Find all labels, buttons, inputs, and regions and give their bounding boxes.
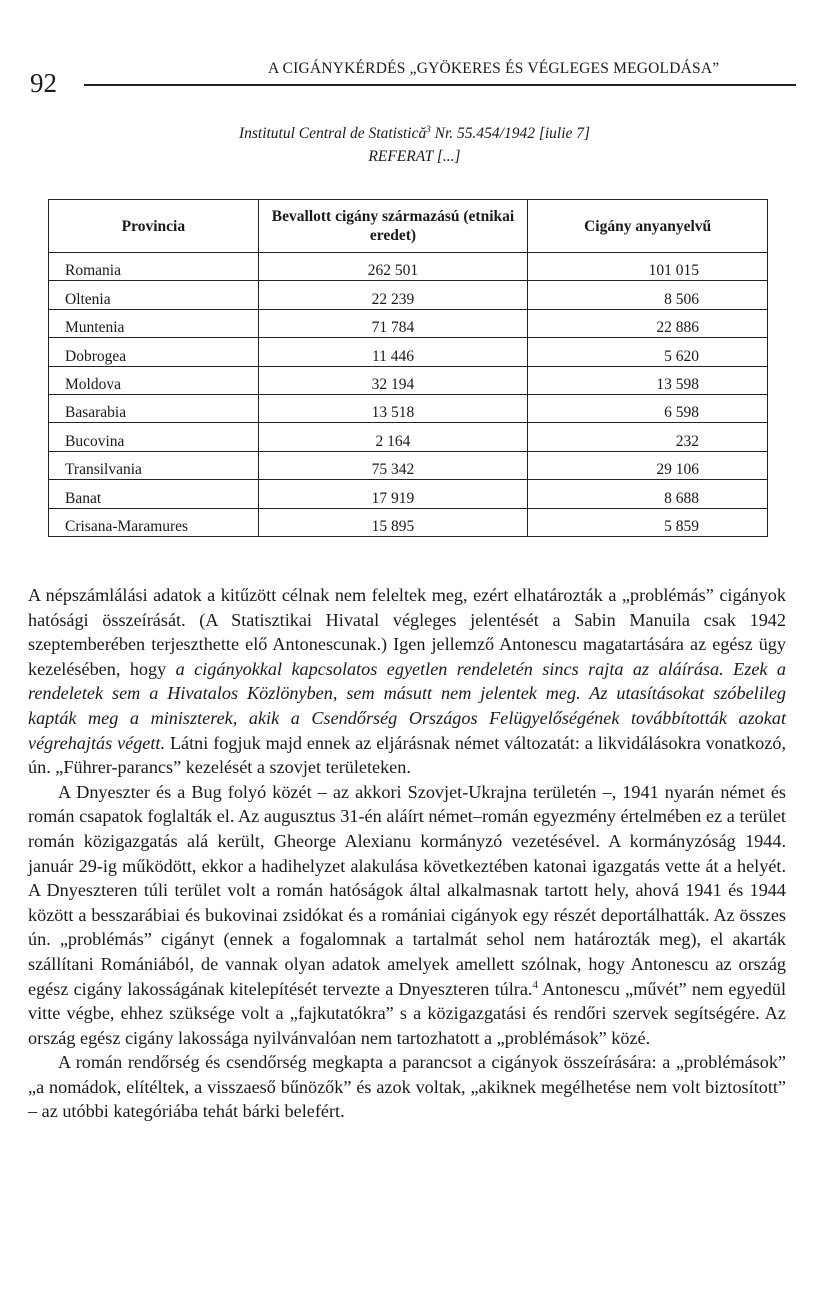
table-row <box>49 366 768 394</box>
declared-origin-value: 2 164 <box>258 423 528 451</box>
running-title: A CIGÁNYKÉRDÉS „GYÖKERES ÉS VÉGLEGES MEGOLDÁSA” <box>268 60 720 77</box>
paragraph-1 <box>28 583 786 780</box>
paragraph-1-text-b: Látni fogjuk majd ennek az eljárásnak német változatát: a likvidálásokra vonatkozó, ún. „Führer-parancs” kezelését a szovjet területeken. <box>28 732 786 778</box>
mother-tongue-value: 8 506 <box>528 281 768 309</box>
declared-origin-value: 71 784 <box>258 309 528 337</box>
mother-tongue-value: 13 598 <box>528 366 768 394</box>
mother-tongue-value: 101 015 <box>528 253 768 281</box>
declared-origin-value: 11 446 <box>258 338 528 366</box>
mother-tongue-value: 232 <box>528 423 768 451</box>
declared-origin-value: 75 342 <box>258 451 528 479</box>
mother-tongue-value: 8 688 <box>528 480 768 508</box>
table-row <box>49 451 768 479</box>
footnote-marker-3: 3 <box>426 124 431 134</box>
province-name: Crisana-Maramures <box>49 508 259 536</box>
paragraph-3: A román rendőrség és csendőrség megkapta a parancsot a cigányok összeírására: a „problémások” „a nomádok, elítéltek, a visszaeső bűnözők” és azok voltak, „akiknek megélhetése nem volt biztosított” – az utóbbi kategóriába tehát bárki belefért. <box>28 1052 786 1122</box>
source-reference: Nr. 55.454/1942 [iulie 7] <box>430 125 591 143</box>
province-name: Basarabia <box>49 394 259 422</box>
mother-tongue-value: 22 886 <box>528 309 768 337</box>
province-name: Banat <box>49 480 259 508</box>
source-institution: Institutul Central de Statistică <box>238 125 427 143</box>
table-row <box>49 281 768 309</box>
declared-origin-value: 13 518 <box>258 394 528 422</box>
province-name: Muntenia <box>49 309 259 337</box>
table-row <box>49 394 768 422</box>
header-declared-origin: Bevallott cigány származású (etnikai eredet) <box>258 200 528 253</box>
table-row <box>49 338 768 366</box>
declared-origin-value: 32 194 <box>258 366 528 394</box>
source-line-1 <box>0 124 829 143</box>
table-row <box>49 480 768 508</box>
statistics-table-wrapper <box>48 199 768 537</box>
declared-origin-value: 22 239 <box>258 281 528 309</box>
header-rule <box>84 84 796 86</box>
statistics-table <box>48 199 768 537</box>
source-line-2: REFERAT [...] <box>368 148 461 165</box>
body-text <box>28 583 786 1124</box>
paragraph-1-text-a: A népszámlálási adatok a kitűzött célnak nem feleltek meg, ezért elhatározták a „problémás” cigányok hatósági összeírását. (A Statisztikai Hivatal végleges jelentését a Sabin Manuila csak 1942 szeptemberében terjeszthette elő Antonescunak.) Igen jellemző Antonescu magatartására az egész ügy kezelésében, hogy <box>28 585 786 679</box>
table-header-row <box>49 200 768 253</box>
declared-origin-value: 262 501 <box>258 253 528 281</box>
declared-origin-value: 15 895 <box>258 508 528 536</box>
table-row <box>49 508 768 536</box>
province-name: Moldova <box>49 366 259 394</box>
province-name: Bucovina <box>49 423 259 451</box>
table-row <box>49 423 768 451</box>
province-name: Dobrogea <box>49 338 259 366</box>
paragraph-2-text-a: A Dnyeszter és a Bug folyó közét – az akkori Szovjet-Ukrajna területén –, 1941 nyarán német és román csapatok foglalták el. Az augusztus 31-én aláírt német–román egyezmény értelmében ez a terület román közigazgatás alá került, Gheorge Alexianu kormányzó vezetésével. A kormányzóság 1944. január 29-ig működött, ekkor a hadihelyzet alakulása következtében katonai igazgatás vette át a helyét. A Dnyeszteren túli terület volt a román hatóságok által alkalmasnak tartott hely, ahová 1941 és 1944 között a besszarábiai és bukovinai zsidókat és a romániai cigányok egy részét deportálhatták. Az összes ún. „problémás” cigányt (ennek a fogalomnak a tartalmát sehol nem határozták meg), el akarták szállítani Romániából, de vannak olyan adatok amelyek amellett szólnak, hogy Antonescu az ország egész cigány lakosságának kitelepítését tervezte a Dnyeszteren túlra. <box>28 781 786 999</box>
paragraph-1-italic: a cigányokkal kapcsolatos egyetlen rendeletén sincs rajta az aláírása. Ezek a rendeletek sem a Hivatalos Közlönyben, sem másutt nem jelentek meg. Az utasításokat szóbelileg kapták meg a miniszterek, akik a Csendőrség Országos Felügyelőségének továbbították azokat végrehajtás végett. <box>28 658 786 753</box>
paragraph-2 <box>28 780 786 1051</box>
header-province: Provincia <box>49 200 259 253</box>
province-name: Romania <box>49 253 259 281</box>
header-mother-tongue: Cigány anyanyelvű <box>528 200 768 253</box>
mother-tongue-value: 6 598 <box>528 394 768 422</box>
declared-origin-value: 17 919 <box>258 480 528 508</box>
paragraph-2-text-b: Antonescu „művét” nem egyedül vitte végbe, ehhez szüksége volt a „fajkutatókra” s a közigazgatási és rendőri szervek segítségére. Az ország egész cigány lakossága nyilvánvalóan nem tartozhatott a „problémások” közé. <box>28 978 786 1048</box>
table-row <box>49 309 768 337</box>
page-number: 92 <box>30 68 57 98</box>
province-name: Transilvania <box>49 451 259 479</box>
mother-tongue-value: 5 859 <box>528 508 768 536</box>
footnote-marker-4: 4 <box>532 978 538 991</box>
mother-tongue-value: 5 620 <box>528 338 768 366</box>
province-name: Oltenia <box>49 281 259 309</box>
mother-tongue-value: 29 106 <box>528 451 768 479</box>
table-row <box>49 253 768 281</box>
